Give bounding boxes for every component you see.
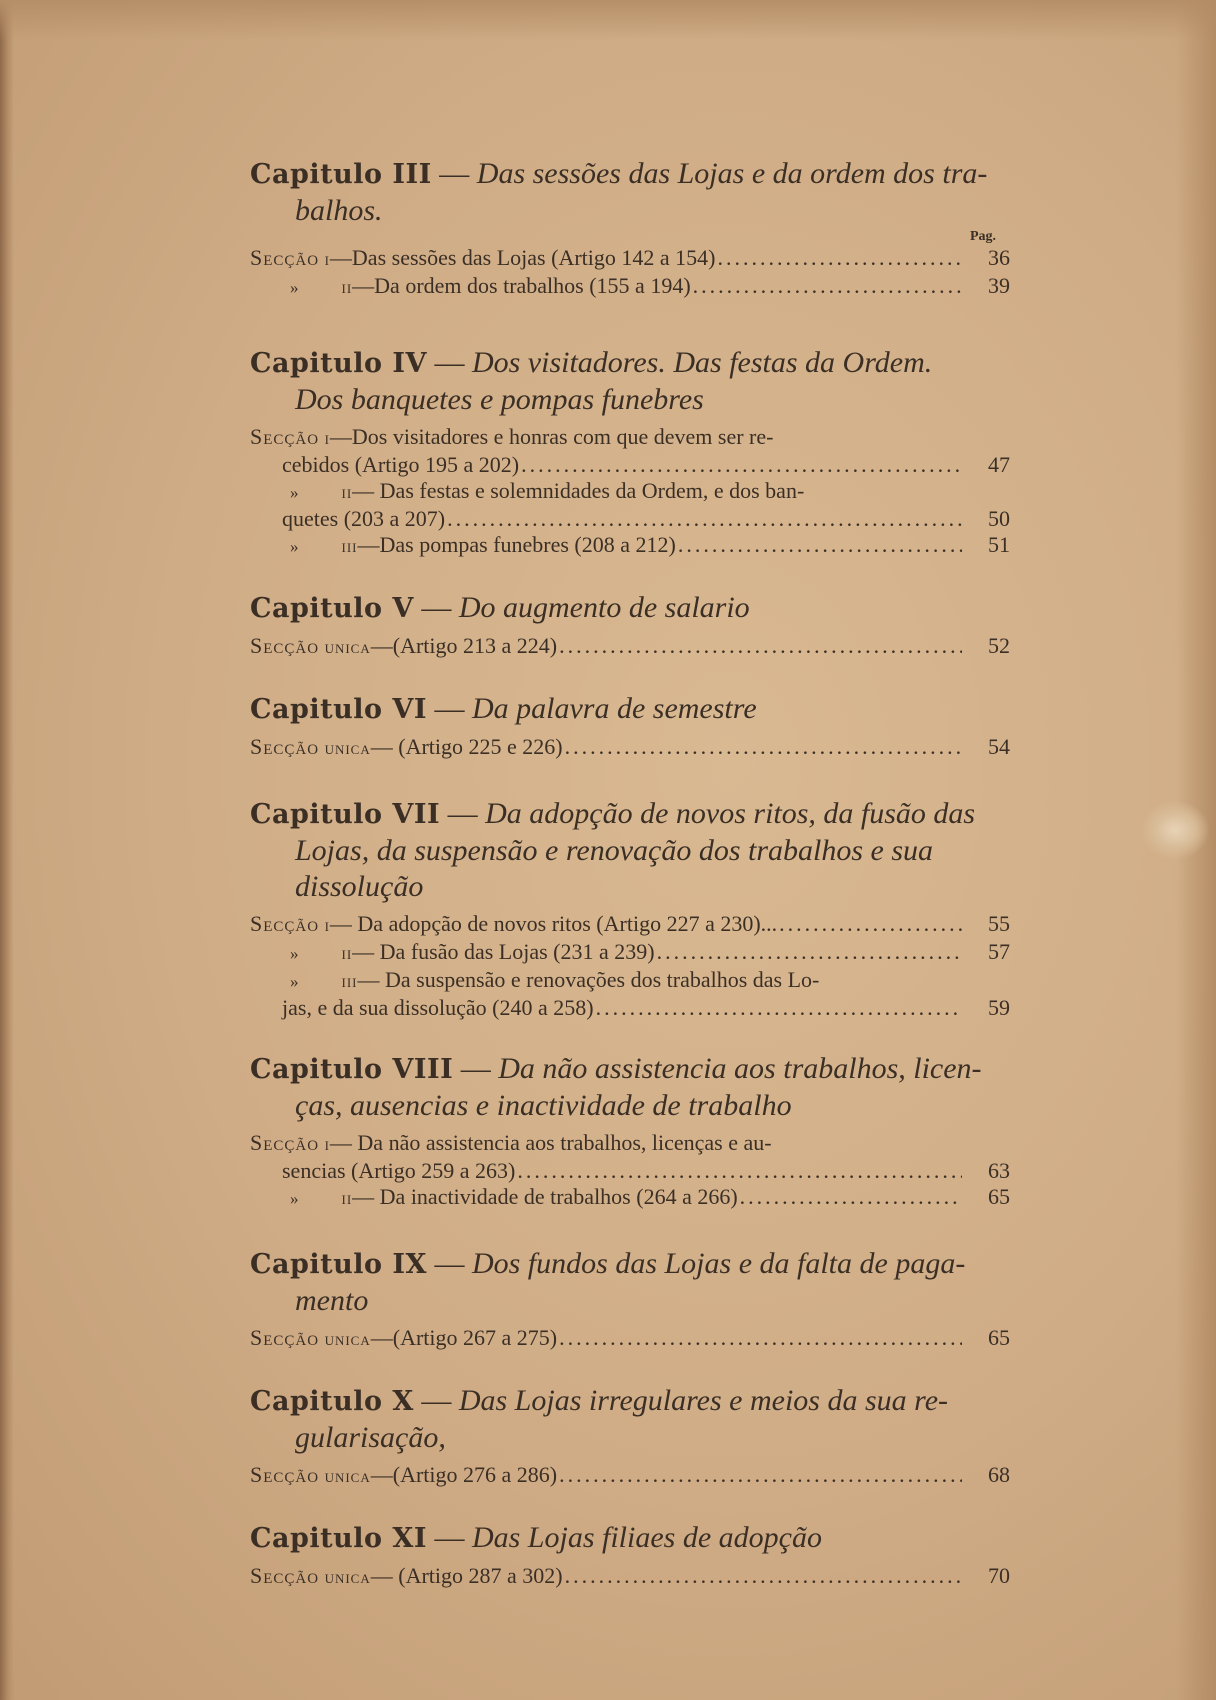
chapter-label: Capitulo V: [250, 593, 414, 624]
section-number: unica: [324, 1567, 371, 1588]
section-lead: [250, 1325, 371, 1353]
dot-leader: [565, 734, 962, 760]
chapter-dash: —: [439, 157, 470, 190]
section-lead: [250, 1130, 330, 1155]
chapter-section: [250, 796, 1010, 1021]
chapter-label: Capitulo X: [250, 1386, 414, 1417]
section-lead: [250, 939, 352, 967]
section-lead: [250, 967, 358, 992]
page-number: 63: [988, 1158, 1010, 1183]
dot-leader: [693, 273, 962, 299]
dot-leader: [521, 452, 962, 478]
chapter-section: [250, 1246, 1010, 1353]
page-edge-left: [0, 0, 14, 1700]
chapter-title-continued: gularisação,: [295, 1421, 446, 1454]
section-list: [250, 1325, 1010, 1353]
dot-leader: [447, 506, 962, 532]
chapter-heading: [250, 1383, 1010, 1456]
chapter-section: [250, 1520, 1010, 1591]
section-lead: [250, 633, 371, 661]
section-text: quetes (203 a 207): [282, 506, 446, 531]
chapter-title-continued: Lojas, da suspensão e renovação dos trabalhos e sua: [295, 834, 934, 867]
dot-leader: [517, 1158, 962, 1184]
chapter-section: [250, 1383, 1010, 1490]
chapter-heading: [250, 796, 1010, 905]
chapter-title: Das sessões das Lojas e da ordem dos tra-: [476, 157, 988, 190]
section-number: unica: [324, 738, 371, 759]
section-lead: [250, 911, 330, 939]
toc-entry: [250, 532, 1010, 560]
section-prefix: Secção: [250, 633, 320, 658]
section-number: iii: [341, 536, 358, 557]
section-number: ii: [341, 943, 353, 964]
ditto-mark: »: [290, 483, 299, 502]
chapter-title: Do augmento de salario: [458, 591, 750, 624]
section-number: unica: [324, 637, 371, 658]
chapter-dash: —: [447, 797, 478, 830]
section-text: sencias (Artigo 259 a 263): [282, 1158, 516, 1183]
chapter-title: Dos visitadores. Das festas da Ordem.: [471, 346, 933, 379]
section-lead: [250, 532, 358, 560]
dot-leader: [559, 633, 962, 659]
section-text: — Da não assistencia aos trabalhos, licenças e au-: [329, 1130, 772, 1155]
section-text: — Da inactividade de trabalhos (264 a 266): [352, 1184, 738, 1209]
section-prefix: Secção: [250, 1325, 320, 1350]
section-text: — Da suspensão e renovações dos trabalhos das Lo-: [357, 967, 820, 992]
section-number: i: [324, 428, 330, 449]
toc-entry: [250, 1158, 1010, 1184]
section-prefix: Secção: [250, 911, 320, 936]
table-of-contents: [250, 156, 1010, 1591]
section-list: [250, 1130, 1010, 1212]
chapter-title: Das Lojas filiaes de adopção: [471, 1521, 822, 1554]
section-text: — Da fusão das Lojas (231 a 239): [352, 939, 655, 964]
section-text: jas, e da sua dissolução (240 a 258): [282, 995, 594, 1020]
page-number: 50: [988, 506, 1010, 531]
section-lead: [250, 1184, 352, 1212]
ditto-mark: »: [290, 1189, 299, 1208]
section-number: i: [324, 915, 330, 936]
page-number: 39: [988, 273, 1010, 298]
chapter-dash: —: [434, 346, 465, 379]
section-text: — (Artigo 287 a 302): [370, 1563, 563, 1588]
dot-leader: [717, 245, 962, 271]
chapter-dash: —: [421, 1384, 452, 1417]
chapter-title-continued: balhos.: [295, 194, 383, 227]
section-text: —Das sessões das Lojas (Artigo 142 a 154): [329, 245, 716, 270]
section-text: —Da ordem dos trabalhos (155 a 194): [352, 273, 691, 298]
chapter-dash: —: [460, 1052, 491, 1085]
page-edge-top: [0, 0, 1216, 40]
chapter-section: [250, 691, 1010, 762]
page-number: 65: [988, 1184, 1010, 1209]
section-lead: [250, 245, 330, 273]
page-number: 57: [988, 939, 1010, 964]
section-lead: [250, 424, 330, 449]
chapter-dash: —: [434, 692, 465, 725]
chapter-title-continued: dissolução: [295, 870, 424, 903]
toc-entry: [250, 245, 1010, 273]
chapter-heading: [250, 1051, 1010, 1124]
chapter-title: Da não assistencia aos trabalhos, licen-: [498, 1052, 982, 1085]
section-lead: [250, 273, 352, 301]
chapter-dash: —: [434, 1247, 465, 1280]
chapter-label: Capitulo IV: [250, 348, 427, 379]
chapter-title-continued: mento: [295, 1284, 369, 1317]
chapter-label: Capitulo VI: [250, 694, 427, 725]
section-number: i: [324, 1134, 330, 1155]
page-number: 52: [988, 633, 1010, 658]
toc-entry: [250, 734, 1010, 762]
chapter-section: [250, 156, 1010, 301]
dot-leader: [559, 1325, 962, 1351]
chapter-title: Dos fundos das Lojas e da falta de paga-: [471, 1247, 966, 1280]
chapter-label: Capitulo XI: [250, 1523, 427, 1554]
page-column-label: Pag.: [969, 229, 996, 244]
section-prefix: Secção: [250, 1563, 320, 1588]
toc-entry: [250, 506, 1010, 532]
toc-entry: [250, 911, 1010, 939]
section-prefix: Secção: [250, 245, 320, 270]
section-text: —Das pompas funebres (208 a 212): [357, 532, 676, 557]
chapter-label: Capitulo IX: [250, 1249, 427, 1280]
section-prefix: Secção: [250, 1462, 320, 1487]
chapter-title-continued: ças, ausencias e inactividade de trabalho: [295, 1089, 792, 1122]
section-entry-line: [250, 424, 1010, 452]
section-number: i: [324, 249, 330, 270]
page-number: 59: [988, 995, 1010, 1020]
chapter-section: [250, 1051, 1010, 1212]
section-number: unica: [324, 1329, 371, 1350]
chapter-section: [250, 345, 1010, 560]
chapter-heading: [250, 156, 1010, 229]
toc-entry: [250, 633, 1010, 661]
section-lead: [250, 478, 352, 503]
chapter-dash: —: [421, 591, 452, 624]
section-entry-line: [250, 967, 1010, 995]
section-entry-line: [250, 478, 1010, 506]
section-list: [250, 1563, 1010, 1591]
toc-entry: [250, 939, 1010, 967]
section-lead: [250, 1563, 371, 1591]
page-number: 65: [988, 1325, 1010, 1350]
ditto-mark: »: [290, 537, 299, 556]
dot-leader: [657, 939, 962, 965]
page-number: 55: [988, 911, 1010, 936]
chapter-label: Capitulo III: [250, 159, 432, 190]
dot-leader: [565, 1563, 962, 1589]
section-text: — Das festas e solemnidades da Ordem, e dos ban-: [352, 478, 805, 503]
dot-leader: [779, 911, 962, 937]
section-lead: [250, 734, 371, 762]
chapter-title-continued: Dos banquetes e pompas funebres: [295, 383, 704, 416]
ditto-mark: »: [290, 278, 299, 297]
page-number: 51: [988, 532, 1010, 557]
section-text: cebidos (Artigo 195 a 202): [282, 452, 520, 477]
chapter-label: Capitulo VII: [250, 799, 441, 830]
chapter-dash: —: [434, 1521, 465, 1554]
dot-leader: [740, 1184, 962, 1210]
section-prefix: Secção: [250, 424, 320, 449]
paper-tear: [1140, 800, 1210, 860]
section-prefix: Secção: [250, 734, 320, 759]
section-lead: [250, 1462, 371, 1490]
toc-entry: [250, 1563, 1010, 1591]
page-number: 54: [988, 734, 1010, 759]
page-number: 68: [988, 1462, 1010, 1487]
chapter-title: Da palavra de semestre: [471, 692, 757, 725]
chapter-heading: [250, 345, 1010, 418]
section-list: [250, 424, 1010, 560]
section-text: —(Artigo 276 a 286): [370, 1462, 558, 1487]
toc-entry: [250, 1462, 1010, 1490]
section-prefix: Secção: [250, 1130, 320, 1155]
section-number: iii: [341, 971, 358, 992]
section-number: ii: [341, 1188, 353, 1209]
chapter-label: Capitulo VIII: [250, 1054, 454, 1085]
section-list: [250, 245, 1010, 301]
section-list: [250, 911, 1010, 1021]
section-text: — Da adopção de novos ritos (Artigo 227 a 230)...: [329, 911, 778, 936]
chapter-title: Da adopção de novos ritos, da fusão das: [485, 797, 976, 830]
chapter-heading: [250, 691, 1010, 728]
section-text: —(Artigo 267 a 275): [370, 1325, 558, 1350]
chapter-heading: [250, 590, 1010, 627]
toc-entry: [250, 1325, 1010, 1353]
ditto-mark: »: [290, 944, 299, 963]
chapter-title: Das Lojas irregulares e meios da sua re-: [458, 1384, 948, 1417]
section-entry-line: [250, 1130, 1010, 1158]
section-number: ii: [341, 277, 353, 298]
page-number: 36: [988, 245, 1010, 270]
toc-entry: [250, 273, 1010, 301]
section-number: ii: [341, 482, 353, 503]
section-list: [250, 1462, 1010, 1490]
section-text: —(Artigo 213 a 224): [370, 633, 558, 658]
dot-leader: [559, 1462, 962, 1488]
ditto-mark: »: [290, 972, 299, 991]
dot-leader: [596, 995, 962, 1021]
section-list: [250, 734, 1010, 762]
toc-entry: [250, 452, 1010, 478]
page-number: 70: [988, 1563, 1010, 1588]
toc-entry: [250, 995, 1010, 1021]
page-number: 47: [988, 452, 1010, 477]
toc-entry: [250, 1184, 1010, 1212]
section-text: — (Artigo 225 e 226): [370, 734, 563, 759]
section-list: [250, 633, 1010, 661]
chapter-heading: [250, 1246, 1010, 1319]
section-number: unica: [324, 1466, 371, 1487]
chapter-heading: [250, 1520, 1010, 1557]
dot-leader: [678, 532, 962, 558]
chapter-section: [250, 590, 1010, 661]
section-text: —Dos visitadores e honras com que devem ser re-: [329, 424, 774, 449]
